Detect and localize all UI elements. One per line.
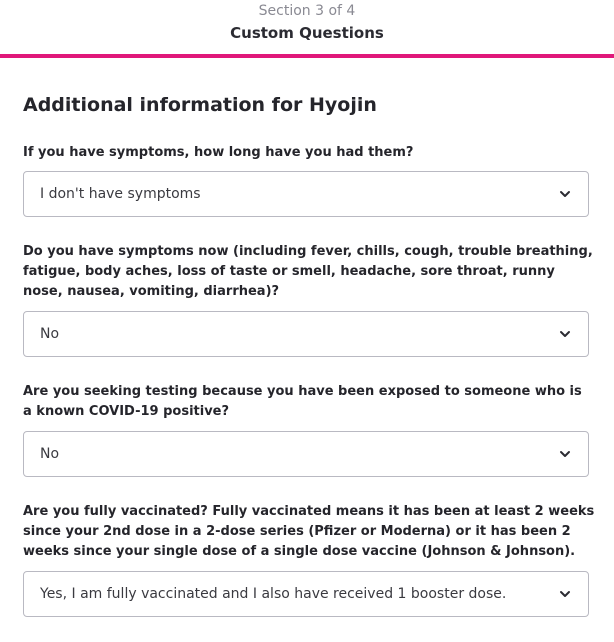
select-value: No	[40, 326, 60, 342]
select-value: No	[40, 446, 60, 462]
section-header	[0, 0, 614, 58]
chevron-down-icon	[558, 447, 572, 461]
page-title: Additional information for Hyojin	[23, 94, 377, 116]
chevron-down-icon	[558, 327, 572, 341]
section-progress-label: Section 3 of 4	[258, 3, 356, 19]
select-value: I don't have symptoms	[40, 186, 201, 202]
vaccination-select[interactable]	[23, 571, 589, 617]
current-symptoms-select[interactable]	[23, 311, 589, 357]
section-title: Custom Questions	[230, 24, 384, 42]
question-symptom-duration-label: If you have symptoms, how long have you had them?	[23, 145, 414, 160]
question-current-symptoms-label: Do you have symptoms now (including fever, chills, cough, trouble breathing, fatigue, body aches, loss of taste or smell, headache, sore throat, runny nose, nausea, vomiting, diarrhea)?	[23, 244, 593, 299]
exposure-select[interactable]	[23, 431, 589, 477]
symptom-duration-select[interactable]	[23, 171, 589, 217]
question-exposure-label: Are you seeking testing because you have been exposed to someone who is a known COVID-19 positive?	[23, 384, 582, 419]
question-vaccination-label: Are you fully vaccinated? Fully vaccinated means it has been at least 2 weeks since your 2nd dose in a 2-dose series (Pfizer or Moderna) or it has been 2 weeks since your single dose of a single dose vaccine (Johnson & Johnson).	[23, 504, 595, 559]
chevron-down-icon	[558, 587, 572, 601]
select-value: Yes, I am fully vaccinated and I also have received 1 booster dose.	[40, 586, 507, 602]
chevron-down-icon	[558, 187, 572, 201]
